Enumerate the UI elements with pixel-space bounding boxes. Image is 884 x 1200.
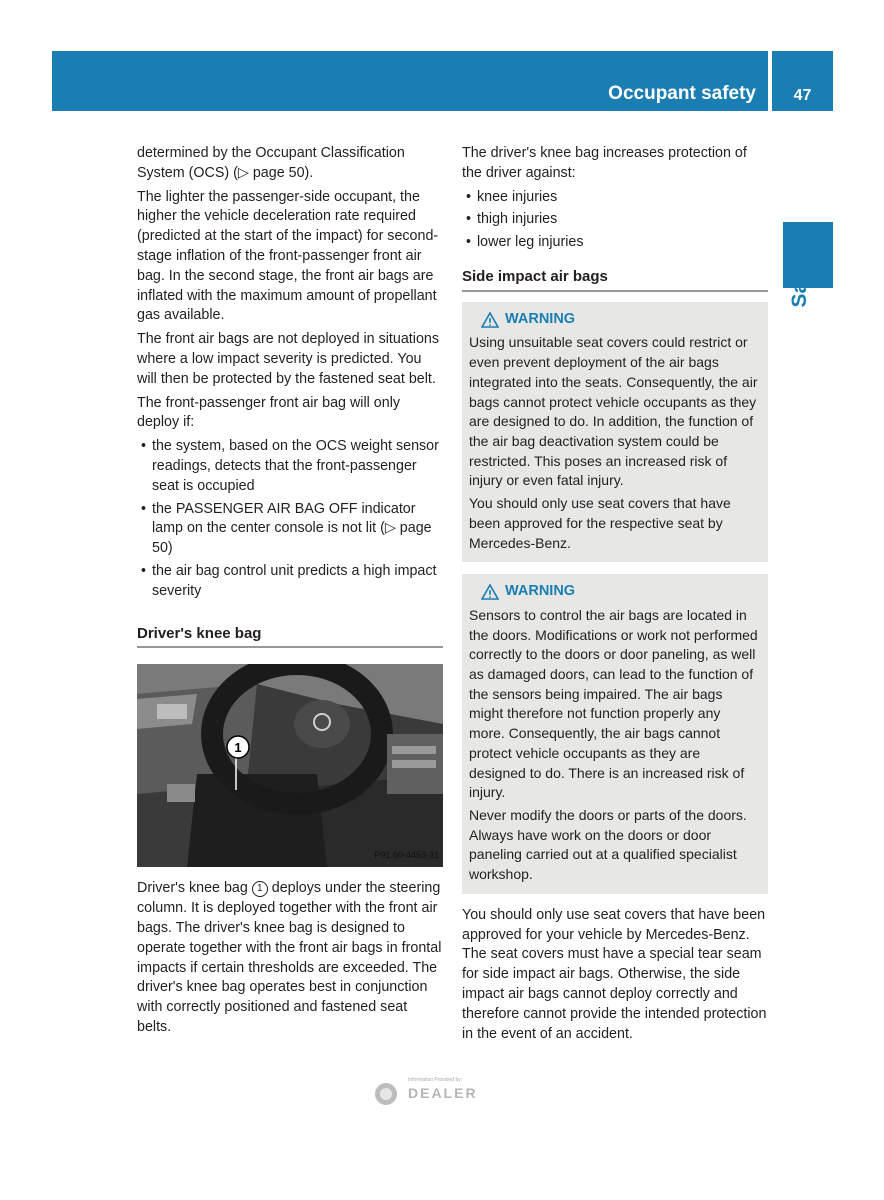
page-number-box [772,51,833,111]
paragraph: The front-passenger front air bag will only deploy if: [137,394,401,431]
warning-triangle-icon [481,584,499,600]
knee-bag-photo [137,664,443,867]
photo-code: P91.60-4453-31 [374,849,439,860]
left-column [137,144,443,1042]
warning-heading: WARNING [469,310,760,330]
list-item: • lower leg injuries [462,233,768,253]
warning-text: Sensors to control the air bags are located in the doors. Modifications or work not performed correctly to the doors or door paneling, as well as damaged doors, can lead to the function of the sensors being impaired. The air bags might therefore not function properly any more. Consequently, the air bags cannot protect vehicle occupants as they are designed to do. There is an increased risk of injury. [469,606,758,801]
list-item: • knee injuries [462,188,768,208]
warning-triangle-icon [481,312,499,328]
warning-heading: WARNING [469,582,760,602]
paragraph: The driver's knee bag increases protection of the driver against: [462,145,747,181]
logo-main-text: DEALER [408,1085,478,1101]
side-airbags-heading: Side impact air bags [462,267,768,292]
list-item: • the PASSENGER AIR BAG OFF indicator lamp on the center console is not lit (▷ page 50) [137,500,443,559]
ref-circle: 1 [252,881,268,897]
side-tab-label: Safety [788,244,811,308]
dealer-logo [374,1072,504,1112]
page-number: 47 [793,87,812,104]
photo-callout-label: 1 [234,740,242,756]
protection-list [462,188,768,253]
photo-caption: Driver's knee bag 1 deploys under the steering column. It is deployed together with the front air bags. The driver's knee bag is designed to operate together with the front air bags in frontal impacts if certain thresholds are exceeded. The driver's knee bag operates best in conjunction with correctly positioned and fastened seat belts. [137,880,442,1035]
logo-small-text: Information Provided by: [408,1077,463,1083]
warning-text: You should only use seat covers that have been approved for the respective seat by Mercedes-Benz. [469,495,731,551]
right-column [462,144,768,1048]
paragraph: determined by the Occupant Classification System (OCS) (▷ page 50). [137,145,405,181]
paragraph: The front air bags are not deployed in situations where a low impact severity is predicted. You will then be protected by the fastened seat belt. [137,331,440,387]
warning-box-seat-covers [462,302,768,562]
paragraph: You should only use seat covers that have been approved for your vehicle by Mercedes-Benz. The seat covers must have a special tear seam for side impact air bags. Otherwise, the side impact air bags cannot deploy correctly and therefore cannot provide the intended protection in the event of an accident. [462,906,767,1042]
list-item: • thigh injuries [462,210,768,230]
knee-bag-heading: Driver's knee bag [137,624,443,649]
warning-text: Using unsuitable seat covers could restrict or even prevent deployment of the air bags integrated into the seats. Consequently, the air bags cannot protect vehicle occupants as they are designed to do. In addition, the function of the air bag deactivation system could be restricted. This poses an increased risk of injury or even fatal injury. [469,334,758,489]
list-item: • the air bag control unit predicts a high impact severity [137,562,443,602]
deploy-conditions-list [137,437,443,601]
list-item: • the system, based on the OCS weight sensor readings, detects that the front-passenger seat is occupied [137,437,443,496]
warning-text: Never modify the doors or parts of the doors. Always have work on the doors or door paneling carried out at a qualified specialist workshop. [469,806,747,883]
warning-box-door-sensors [462,574,768,894]
section-title: Occupant safety [608,83,756,104]
paragraph: The lighter the passenger-side occupant, the higher the vehicle deceleration rate required (predicted at the start of the impact) for second-stage inflation of the front-passenger front air bag. In the second stage, the front air bags are inflated with the maximum amount of propellant gas available. [137,188,439,324]
header-bar [52,51,768,111]
